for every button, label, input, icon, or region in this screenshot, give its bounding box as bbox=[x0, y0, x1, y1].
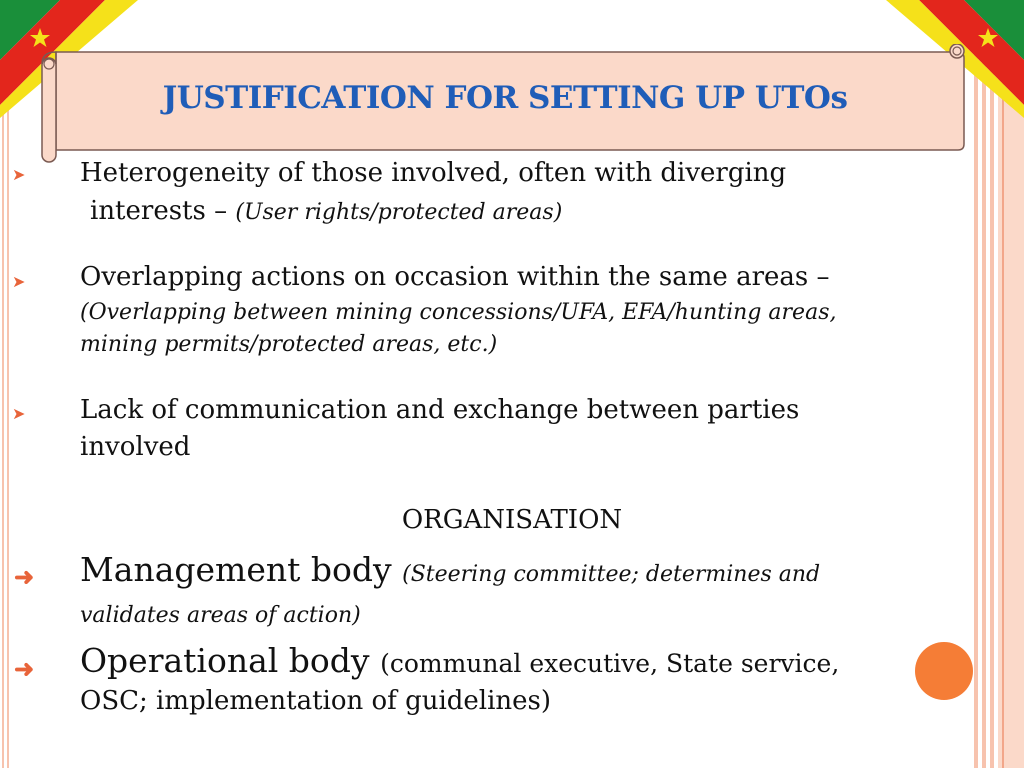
triangle-bullet-icon: ➤ bbox=[12, 272, 26, 291]
org-2-rest: (communal executive, State service, bbox=[380, 649, 840, 678]
org-2-rest2: OSC; implementation of guidelines) bbox=[80, 686, 552, 716]
arrow-bullet-icon: ➜ bbox=[14, 654, 35, 683]
bullet-3-line1: Lack of communication and exchange between parties bbox=[80, 395, 800, 425]
bullet-2-italic: (Overlapping between mining concessions/UFA, EFA/hunting areas, bbox=[80, 300, 837, 325]
bullet-1-italic: (User rights/protected areas) bbox=[235, 200, 563, 225]
org-1-line1 bbox=[80, 550, 820, 589]
org-2-line1 bbox=[80, 641, 839, 680]
bullet-3-line2: involved bbox=[80, 432, 191, 462]
org-1-italic: (Steering committee; determines and bbox=[402, 562, 821, 587]
bullet-1-line2 bbox=[90, 196, 562, 226]
bullet-1-main2: interests – bbox=[90, 196, 236, 226]
triangle-bullet-icon: ➤ bbox=[12, 404, 26, 423]
triangle-bullet-icon: ➤ bbox=[12, 165, 26, 184]
org-2-main: Operational body bbox=[80, 641, 381, 680]
section-heading: ORGANISATION bbox=[401, 505, 623, 535]
slide-title: JUSTIFICATION FOR SETTING UP UTOs bbox=[162, 80, 848, 116]
bullet-2-line1: Overlapping actions on occasion within the same areas – bbox=[80, 262, 830, 292]
org-1-italic2: validates areas of action) bbox=[80, 603, 361, 628]
bullet-2-italic2: mining permits/protected areas, etc.) bbox=[80, 332, 498, 357]
bullet-1-line1: Heterogeneity of those involved, often with diverging bbox=[80, 158, 787, 188]
page-number-badge bbox=[915, 642, 973, 700]
arrow-bullet-icon: ➜ bbox=[14, 562, 35, 591]
org-1-main: Management body bbox=[80, 550, 403, 589]
